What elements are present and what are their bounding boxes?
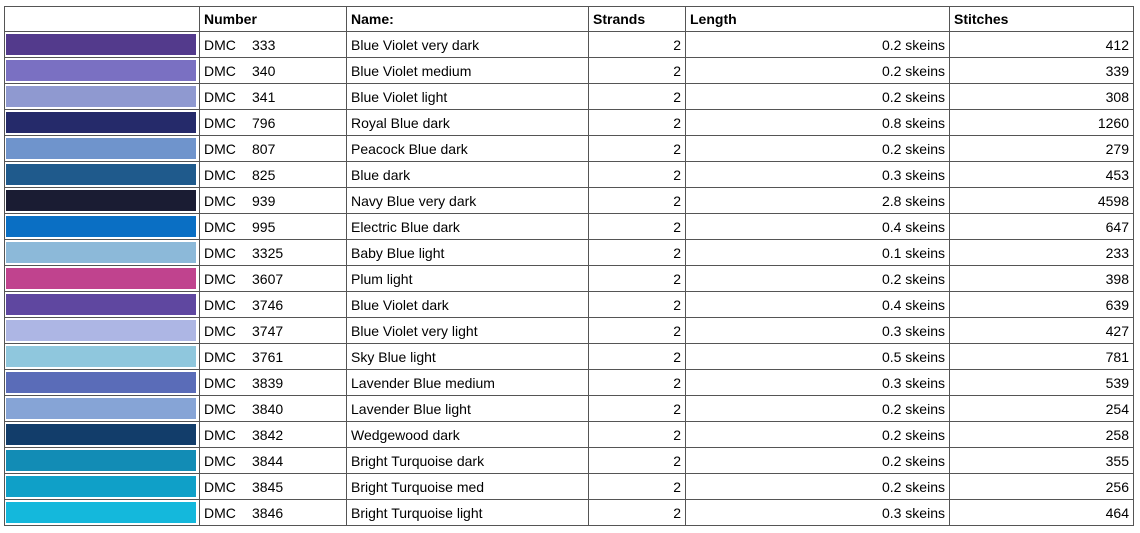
length-value: 0.2 skeins: [686, 448, 950, 474]
brand-label: DMC: [204, 166, 236, 183]
table-row: [5, 422, 1134, 448]
thread-code: 3607: [252, 270, 284, 287]
thread-name: Plum light: [347, 266, 589, 292]
thread-name: Bright Turquoise med: [347, 474, 589, 500]
thread-name: Bright Turquoise dark: [347, 448, 589, 474]
header-strands: Strands: [589, 7, 686, 32]
stitches-value: 647: [950, 214, 1134, 240]
thread-name: Blue Violet dark: [347, 292, 589, 318]
swatch-cell: [5, 32, 200, 58]
stitches-value: 427: [950, 318, 1134, 344]
brand-label: DMC: [204, 296, 236, 313]
header-number: Number: [200, 7, 347, 32]
thread-code: 3747: [252, 322, 284, 339]
swatch-cell: [5, 474, 200, 500]
brand-label: DMC: [204, 400, 236, 417]
header-row: [5, 7, 1134, 32]
thread-code: 340: [252, 62, 276, 79]
thread-code: 939: [252, 192, 276, 209]
stitches-value: 781: [950, 344, 1134, 370]
length-value: 0.4 skeins: [686, 292, 950, 318]
stitches-value: 1260: [950, 110, 1134, 136]
number-cell: [200, 422, 347, 448]
stitches-value: 308: [950, 84, 1134, 110]
number-cell: [200, 448, 347, 474]
table-row: [5, 58, 1134, 84]
stitches-value: 279: [950, 136, 1134, 162]
strands-value: 2: [589, 136, 686, 162]
stitches-value: 4598: [950, 188, 1134, 214]
length-value: 0.2 skeins: [686, 32, 950, 58]
brand-label: DMC: [204, 36, 236, 53]
brand-label: DMC: [204, 192, 236, 209]
color-swatch: [6, 450, 196, 471]
header-length: Length: [686, 7, 950, 32]
length-value: 0.8 skeins: [686, 110, 950, 136]
table-row: [5, 110, 1134, 136]
thread-code: 3842: [252, 426, 284, 443]
stitches-value: 339: [950, 58, 1134, 84]
length-value: 0.2 skeins: [686, 422, 950, 448]
length-value: 0.2 skeins: [686, 266, 950, 292]
swatch-cell: [5, 214, 200, 240]
thread-code: 3846: [252, 504, 284, 521]
stitches-value: 453: [950, 162, 1134, 188]
brand-label: DMC: [204, 504, 236, 521]
length-value: 0.2 skeins: [686, 136, 950, 162]
table-row: [5, 84, 1134, 110]
color-swatch: [6, 164, 196, 185]
thread-code: 3839: [252, 374, 284, 391]
brand-label: DMC: [204, 452, 236, 469]
strands-value: 2: [589, 266, 686, 292]
swatch-cell: [5, 188, 200, 214]
thread-name: Royal Blue dark: [347, 110, 589, 136]
brand-label: DMC: [204, 348, 236, 365]
thread-code: 3746: [252, 296, 284, 313]
thread-name: Peacock Blue dark: [347, 136, 589, 162]
strands-value: 2: [589, 370, 686, 396]
swatch-cell: [5, 240, 200, 266]
swatch-cell: [5, 370, 200, 396]
number-cell: [200, 396, 347, 422]
color-swatch: [6, 268, 196, 289]
swatch-cell: [5, 396, 200, 422]
color-swatch: [6, 242, 196, 263]
stitches-value: 258: [950, 422, 1134, 448]
swatch-cell: [5, 110, 200, 136]
swatch-cell: [5, 266, 200, 292]
thread-name: Blue Violet light: [347, 84, 589, 110]
color-swatch: [6, 346, 196, 367]
length-value: 2.8 skeins: [686, 188, 950, 214]
table-row: [5, 162, 1134, 188]
table-row: [5, 266, 1134, 292]
number-cell: [200, 370, 347, 396]
header-stitches: Stitches: [950, 7, 1134, 32]
strands-value: 2: [589, 318, 686, 344]
table-row: [5, 396, 1134, 422]
length-value: 0.5 skeins: [686, 344, 950, 370]
thread-name: Electric Blue dark: [347, 214, 589, 240]
brand-label: DMC: [204, 270, 236, 287]
strands-value: 2: [589, 240, 686, 266]
table-row: [5, 240, 1134, 266]
length-value: 0.3 skeins: [686, 500, 950, 526]
swatch-cell: [5, 58, 200, 84]
color-swatch: [6, 112, 196, 133]
stitches-value: 639: [950, 292, 1134, 318]
thread-name: Navy Blue very dark: [347, 188, 589, 214]
thread-name: Blue Violet very light: [347, 318, 589, 344]
number-cell: [200, 344, 347, 370]
length-value: 0.2 skeins: [686, 474, 950, 500]
thread-code: 3761: [252, 348, 284, 365]
number-cell: [200, 500, 347, 526]
table-row: [5, 318, 1134, 344]
strands-value: 2: [589, 474, 686, 500]
color-swatch: [6, 424, 196, 445]
brand-label: DMC: [204, 114, 236, 131]
brand-label: DMC: [204, 426, 236, 443]
thread-code: 3844: [252, 452, 284, 469]
brand-label: DMC: [204, 218, 236, 235]
table-row: [5, 370, 1134, 396]
number-cell: [200, 136, 347, 162]
stitches-value: 412: [950, 32, 1134, 58]
number-cell: [200, 110, 347, 136]
strands-value: 2: [589, 500, 686, 526]
color-swatch: [6, 138, 196, 159]
swatch-cell: [5, 162, 200, 188]
length-value: 0.4 skeins: [686, 214, 950, 240]
table-row: [5, 500, 1134, 526]
color-swatch: [6, 502, 196, 523]
thread-code: 3845: [252, 478, 284, 495]
table-row: [5, 214, 1134, 240]
color-swatch: [6, 294, 196, 315]
thread-name: Lavender Blue medium: [347, 370, 589, 396]
stitches-value: 256: [950, 474, 1134, 500]
color-swatch: [6, 476, 196, 497]
color-swatch: [6, 216, 196, 237]
table-row: [5, 188, 1134, 214]
stitches-value: 355: [950, 448, 1134, 474]
brand-label: DMC: [204, 140, 236, 157]
thread-name: Blue dark: [347, 162, 589, 188]
thread-name: Sky Blue light: [347, 344, 589, 370]
thread-code: 341: [252, 88, 276, 105]
table-row: [5, 292, 1134, 318]
swatch-cell: [5, 344, 200, 370]
thread-list-table: [4, 6, 1134, 526]
number-cell: [200, 318, 347, 344]
strands-value: 2: [589, 32, 686, 58]
strands-value: 2: [589, 292, 686, 318]
strands-value: 2: [589, 448, 686, 474]
thread-name: Lavender Blue light: [347, 396, 589, 422]
stitches-value: 398: [950, 266, 1134, 292]
thread-name: Blue Violet medium: [347, 58, 589, 84]
table-row: [5, 474, 1134, 500]
stitches-value: 233: [950, 240, 1134, 266]
color-swatch: [6, 190, 196, 211]
strands-value: 2: [589, 214, 686, 240]
strands-value: 2: [589, 422, 686, 448]
strands-value: 2: [589, 188, 686, 214]
table-row: [5, 136, 1134, 162]
length-value: 0.2 skeins: [686, 84, 950, 110]
number-cell: [200, 266, 347, 292]
header-name: Name:: [347, 7, 589, 32]
thread-code: 995: [252, 218, 276, 235]
thread-name: Wedgewood dark: [347, 422, 589, 448]
thread-name: Baby Blue light: [347, 240, 589, 266]
color-swatch: [6, 372, 196, 393]
header-swatch: [5, 7, 200, 32]
brand-label: DMC: [204, 88, 236, 105]
length-value: 0.3 skeins: [686, 318, 950, 344]
number-cell: [200, 162, 347, 188]
length-value: 0.3 skeins: [686, 370, 950, 396]
swatch-cell: [5, 136, 200, 162]
color-swatch: [6, 34, 196, 55]
color-swatch: [6, 86, 196, 107]
brand-label: DMC: [204, 244, 236, 261]
number-cell: [200, 214, 347, 240]
number-cell: [200, 292, 347, 318]
swatch-cell: [5, 422, 200, 448]
number-cell: [200, 58, 347, 84]
strands-value: 2: [589, 110, 686, 136]
number-cell: [200, 84, 347, 110]
length-value: 0.2 skeins: [686, 396, 950, 422]
strands-value: 2: [589, 58, 686, 84]
swatch-cell: [5, 448, 200, 474]
table-row: [5, 344, 1134, 370]
brand-label: DMC: [204, 374, 236, 391]
brand-label: DMC: [204, 322, 236, 339]
number-cell: [200, 240, 347, 266]
color-swatch: [6, 60, 196, 81]
strands-value: 2: [589, 396, 686, 422]
brand-label: DMC: [204, 62, 236, 79]
thread-code: 796: [252, 114, 276, 131]
thread-code: 807: [252, 140, 276, 157]
strands-value: 2: [589, 84, 686, 110]
thread-code: 825: [252, 166, 276, 183]
brand-label: DMC: [204, 478, 236, 495]
thread-code: 333: [252, 36, 276, 53]
stitches-value: 254: [950, 396, 1134, 422]
table-row: [5, 448, 1134, 474]
swatch-cell: [5, 84, 200, 110]
thread-code: 3840: [252, 400, 284, 417]
length-value: 0.3 skeins: [686, 162, 950, 188]
color-swatch: [6, 398, 196, 419]
color-swatch: [6, 320, 196, 341]
swatch-cell: [5, 292, 200, 318]
swatch-cell: [5, 318, 200, 344]
number-cell: [200, 188, 347, 214]
table-row: [5, 32, 1134, 58]
length-value: 0.2 skeins: [686, 58, 950, 84]
thread-code: 3325: [252, 244, 284, 261]
strands-value: 2: [589, 162, 686, 188]
number-cell: [200, 32, 347, 58]
thread-name: Blue Violet very dark: [347, 32, 589, 58]
length-value: 0.1 skeins: [686, 240, 950, 266]
thread-name: Bright Turquoise light: [347, 500, 589, 526]
number-cell: [200, 474, 347, 500]
stitches-value: 464: [950, 500, 1134, 526]
strands-value: 2: [589, 344, 686, 370]
stitches-value: 539: [950, 370, 1134, 396]
swatch-cell: [5, 500, 200, 526]
